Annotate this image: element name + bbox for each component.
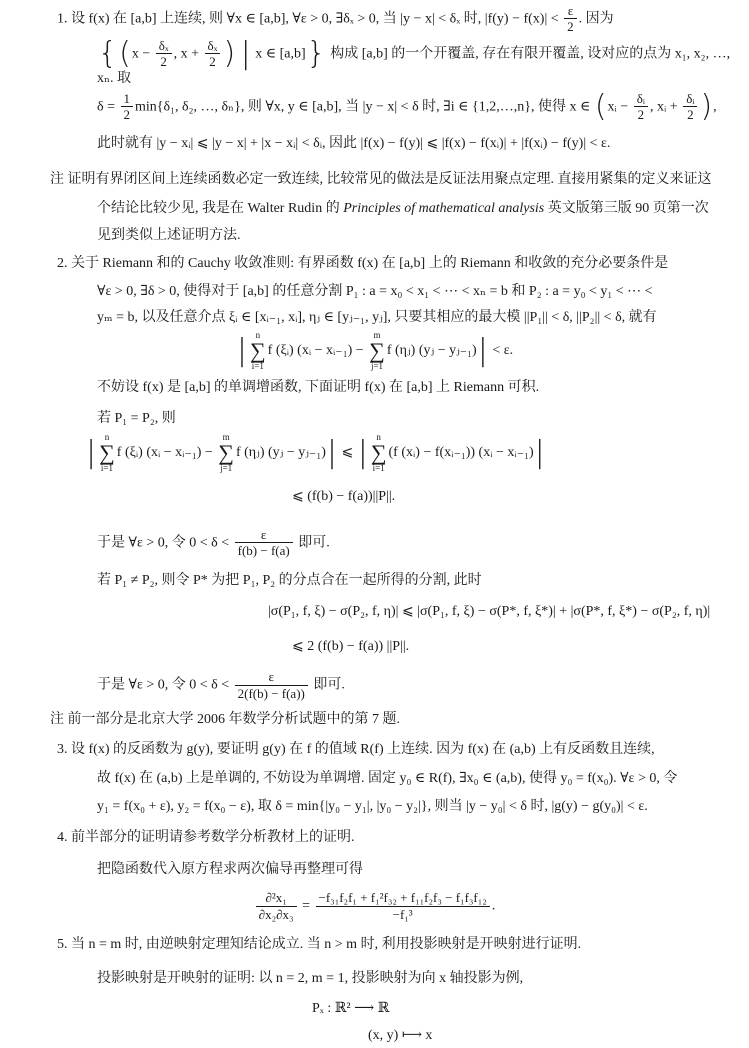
numerator: −f₃₁f₂f₁ + f₁²f₃₂ + f₁₁f₂f₃ − f₁f₃f₁₂ bbox=[316, 890, 490, 907]
large-delimiter: | bbox=[86, 435, 97, 471]
text-line bbox=[0, 886, 749, 926]
line-content bbox=[97, 861, 737, 879]
fraction bbox=[156, 38, 172, 70]
line-content bbox=[97, 410, 737, 428]
large-delimiter: | bbox=[534, 435, 545, 471]
large-delimiter: ( bbox=[594, 88, 607, 124]
denominator: 2 bbox=[687, 107, 694, 123]
text-segment: 英文版第三版 90 页第一次 bbox=[544, 201, 709, 217]
text-segment: 2. 关于 Riemann 和的 Cauchy 收敛准则: 有界函数 f(x) 在 [a,b] 上的 Riemann 和收敛的充分必要条件是 bbox=[57, 256, 669, 272]
text-line bbox=[0, 995, 749, 1024]
line-content bbox=[292, 488, 737, 506]
text-segment: δ = bbox=[97, 98, 119, 114]
line-content bbox=[97, 379, 737, 397]
line-content bbox=[97, 309, 737, 327]
sigma-symbol: ∑ bbox=[218, 440, 234, 466]
text-segment: f (ηⱼ) (yⱼ − yⱼ₋₁) bbox=[235, 445, 326, 461]
fraction bbox=[121, 91, 134, 123]
text-segment: y₁ = f(x₀ + ε), y₂ = f(x₀ − ε), 取 δ = min{|y₀ − y₁|, |y₀ − y₂|}, 则当 |y − y₀| < δ 时, |g(y) − g(y₀)| < ε. bbox=[97, 799, 648, 815]
fraction bbox=[683, 91, 697, 123]
text-segment: 个结论比较少见, 我是在 Walter Rudin 的 bbox=[97, 201, 344, 217]
text-segment: x ∈ [a,b] bbox=[251, 45, 306, 61]
book-title: Principles of mathematical analysis bbox=[343, 201, 545, 217]
line-content bbox=[368, 1027, 737, 1045]
text-line bbox=[0, 822, 749, 854]
text-segment: ⩽ (f(b) − f(a))||P||. bbox=[292, 489, 396, 505]
line-content bbox=[97, 200, 737, 218]
numerator: 1 bbox=[121, 91, 134, 108]
sum-upper-limit: n bbox=[104, 432, 110, 443]
text-segment: , xᵢ + bbox=[650, 98, 682, 114]
sum-lower-limit: i=1 bbox=[100, 463, 113, 474]
text-line bbox=[0, 666, 749, 705]
text-segment: Pₓ : ℝ² ⟶ ℝ bbox=[312, 1001, 390, 1017]
summation bbox=[371, 433, 387, 473]
text-line bbox=[0, 628, 749, 666]
text-segment: |σ(P₁, f, ξ) − σ(P₂, f, η)| ⩽ |σ(P₁, f, ξ) − σ(P*, f, ξ*)| + |σ(P*, f, ξ*) − σ(P₂, f, η)| bbox=[268, 604, 711, 620]
numerator: ε bbox=[564, 3, 577, 20]
sum-lower-limit: i=1 bbox=[251, 361, 264, 372]
text-segment: , x + bbox=[173, 45, 203, 61]
text-segment: 即可. bbox=[294, 535, 330, 551]
text-segment: 构成 [a,b] 的一个开覆盖, 存在有限开覆盖, 设对应的点为 x₁, x₂, …, xₙ. 取 bbox=[97, 45, 731, 86]
line-content bbox=[97, 798, 737, 816]
text-segment: xᵢ − bbox=[607, 98, 632, 114]
text-segment: ∀ε > 0, ∃δ > 0, 使得对于 [a,b] 的任意分割 P₁ : a = x₀ < x₁ < ⋯ < xₙ = b 和 P₂ : a = y₀ < y₁ < ⋯ < bbox=[97, 284, 653, 300]
text-line bbox=[0, 854, 749, 887]
text-segment: < ε. bbox=[488, 343, 514, 359]
fraction bbox=[205, 38, 221, 70]
line-content bbox=[12, 890, 737, 922]
text-line bbox=[0, 473, 749, 521]
numerator: ε bbox=[235, 527, 293, 544]
fraction bbox=[256, 890, 297, 922]
text-line bbox=[0, 196, 749, 222]
text-segment: 4. 前半部分的证明请参考数学分析教材上的证明. bbox=[57, 830, 355, 846]
large-delimiter: | bbox=[357, 435, 368, 471]
text-segment: x − bbox=[131, 45, 154, 61]
numerator: δₓ bbox=[205, 38, 221, 55]
large-delimiter: | bbox=[477, 333, 488, 369]
denominator: f(b) − f(a) bbox=[237, 543, 290, 559]
text-line bbox=[0, 279, 749, 306]
numerator: δᵢ bbox=[634, 91, 648, 108]
text-segment: f (ξᵢ) (xᵢ − xᵢ₋₁) − bbox=[267, 343, 368, 359]
text-segment: min{δ₁, δ₂, …, δₙ}, 则 ∀x, y ∈ [a,b], 当 |y − x| < δ 时, ∃i ∈ {1,2,…,n}, 使得 x ∈ bbox=[135, 98, 594, 114]
text-segment: ⩽ 2 (f(b) − f(a)) ||P||. bbox=[292, 639, 410, 655]
line-content bbox=[57, 829, 737, 847]
text-segment: . bbox=[491, 898, 496, 914]
sigma-symbol: ∑ bbox=[369, 338, 385, 364]
text-line bbox=[0, 926, 749, 964]
line-content bbox=[97, 283, 737, 301]
large-delimiter: ) bbox=[223, 35, 236, 71]
sum-upper-limit: m bbox=[373, 330, 381, 341]
text-line bbox=[0, 1023, 749, 1048]
denominator: −f₁³ bbox=[392, 906, 413, 922]
large-delimiter: { bbox=[98, 35, 118, 71]
text-segment: 若 P₁ ≠ P₂, 则令 P* 为把 P₁, P₂ 的分点合在一起所得的分割, 此时 bbox=[97, 572, 482, 588]
summation bbox=[369, 331, 385, 371]
sum-lower-limit: j=1 bbox=[370, 361, 384, 372]
numerator: ∂²x₁ bbox=[256, 890, 297, 907]
line-content bbox=[97, 227, 737, 245]
text-line bbox=[0, 331, 749, 371]
line-content bbox=[57, 741, 737, 759]
numerator: δₓ bbox=[156, 38, 172, 55]
line-content bbox=[268, 603, 737, 621]
line-content bbox=[57, 255, 737, 273]
large-delimiter: } bbox=[306, 35, 326, 71]
text-line bbox=[0, 565, 749, 597]
line-content bbox=[292, 638, 737, 656]
text-segment: = bbox=[298, 898, 314, 914]
large-delimiter: | bbox=[236, 333, 247, 369]
fraction bbox=[316, 890, 490, 922]
text-line bbox=[0, 371, 749, 404]
text-line bbox=[0, 521, 749, 565]
text-segment: f (ηⱼ) (yⱼ − yⱼ₋₁) bbox=[386, 343, 477, 359]
summation bbox=[218, 433, 234, 473]
line-content bbox=[97, 770, 737, 788]
line-content bbox=[97, 970, 737, 988]
text-segment: ⩽ bbox=[337, 445, 357, 461]
text-segment: 即可. bbox=[309, 677, 345, 693]
line-content bbox=[97, 88, 737, 124]
fraction bbox=[235, 527, 293, 559]
text-line bbox=[0, 404, 749, 433]
text-segment: 注 前一部分是北京大学 2006 年数学分析试题中的第 7 题. bbox=[50, 712, 400, 728]
text-segment: 1. 设 f(x) 在 [a,b] 上连续, 则 ∀x ∈ [a,b], ∀ε > 0, ∃δₓ > 0, 当 |y − x| < δₓ 时, |f(y) − f(x)| < bbox=[57, 10, 563, 26]
fraction bbox=[235, 669, 308, 701]
summation bbox=[250, 331, 266, 371]
denominator: 2 bbox=[567, 19, 574, 35]
denominator: 2 bbox=[209, 54, 216, 70]
large-delimiter: ( bbox=[119, 35, 131, 71]
sigma-symbol: ∑ bbox=[99, 440, 115, 466]
line-content bbox=[85, 433, 737, 473]
text-segment: (f (xᵢ) − f(xᵢ₋₁)) (xᵢ − xᵢ₋₁) bbox=[388, 445, 534, 461]
large-delimiter: | bbox=[326, 435, 337, 471]
text-segment: (x, y) ⟼ x bbox=[368, 1027, 433, 1043]
sum-upper-limit: n bbox=[376, 432, 381, 443]
text-segment: 把隐函数代入原方程求两次偏导再整理可得 bbox=[97, 862, 363, 878]
text-line bbox=[0, 596, 749, 628]
line-content bbox=[57, 936, 737, 954]
sigma-symbol: ∑ bbox=[249, 338, 266, 364]
text-segment: . 因为 bbox=[578, 10, 614, 26]
text-line bbox=[0, 35, 749, 88]
denominator: ∂x₂∂x₃ bbox=[258, 906, 294, 922]
text-line bbox=[0, 0, 749, 38]
text-segment bbox=[236, 46, 240, 61]
line-content bbox=[312, 1000, 737, 1018]
text-line bbox=[0, 88, 749, 126]
sum-upper-limit: m bbox=[222, 432, 230, 443]
summation bbox=[99, 433, 115, 473]
large-delimiter: | bbox=[240, 35, 251, 71]
line-content bbox=[50, 711, 737, 729]
text-line bbox=[0, 964, 749, 995]
denominator: 2 bbox=[160, 54, 167, 70]
text-segment: 投影映射是开映射的证明: 以 n = 2, m = 1, 投影映射为向 x 轴投影为例, bbox=[97, 971, 524, 987]
text-segment: 3. 设 f(x) 的反函数为 g(y), 要证明 g(y) 在 f 的值域 R(f) 上连续. 因为 f(x) 在 (a,b) 上有反函数且连续, bbox=[57, 742, 655, 758]
text-segment: yₘ = b, 以及任意介点 ξᵢ ∈ [xᵢ₋₁, xᵢ], ηⱼ ∈ [yⱼ₋₁, yⱼ], 只要其相应的最大模 ||P₁|| < δ, ||P₂|| < δ, 就有 bbox=[97, 310, 657, 326]
denominator: 2 bbox=[637, 107, 645, 123]
text-segment: 故 f(x) 在 (a,b) 上是单调的, 不妨设为单调增. 固定 y₀ ∈ R(f), ∃x₀ ∈ (a,b), 使得 y₀ = f(x₀). ∀ε > 0, 令 bbox=[97, 770, 678, 786]
text-segment: 不妨设 f(x) 是 [a,b] 的单调增函数, 下面证明 f(x) 在 [a,b] 上 Riemann 可积. bbox=[97, 379, 540, 395]
text-segment: 5. 当 n = m 时, 由逆映射定理知结论成立. 当 n > m 时, 利用投影映射是开映射进行证明. bbox=[57, 937, 582, 953]
denominator: 2(f(b) − f(a)) bbox=[237, 685, 305, 701]
text-line bbox=[0, 163, 749, 197]
text-segment: 于是 ∀ε > 0, 令 0 < δ < bbox=[97, 677, 233, 693]
large-delimiter: ) bbox=[700, 88, 713, 124]
text-line bbox=[0, 433, 749, 473]
sum-lower-limit: j=1 bbox=[220, 463, 233, 474]
line-content bbox=[97, 527, 737, 559]
text-segment: 此时就有 |y − xᵢ| ⩽ |y − x| + |x − xᵢ| < δᵢ, 因此 |f(x) − f(y)| ⩽ |f(x) − f(xᵢ)| + |f(xᵢ) − f(y)| < ε. bbox=[97, 136, 611, 152]
sigma-symbol: ∑ bbox=[370, 440, 387, 466]
sum-upper-limit: n bbox=[255, 330, 261, 341]
numerator: ε bbox=[235, 669, 308, 686]
text-line bbox=[0, 250, 749, 279]
text-segment: , bbox=[713, 98, 717, 114]
text-line bbox=[0, 222, 749, 250]
text-segment: f (ξᵢ) (xᵢ − xᵢ₋₁) − bbox=[116, 445, 217, 461]
text-segment: 于是 ∀ε > 0, 令 0 < δ < bbox=[97, 535, 233, 551]
text-line bbox=[0, 792, 749, 822]
text-segment: 见到类似上述证明方法. bbox=[97, 228, 241, 244]
line-content bbox=[97, 135, 737, 153]
line-content bbox=[97, 35, 737, 88]
text-line bbox=[0, 125, 749, 163]
line-content bbox=[97, 669, 737, 701]
text-line bbox=[0, 765, 749, 793]
text-segment: 注 证明有界闭区间上连续函数必定一致连续, 比较常见的做法是反证法用聚点定理. 直接用紧集的定义来证这 bbox=[50, 171, 712, 187]
text-line bbox=[0, 305, 749, 331]
fraction bbox=[634, 91, 648, 123]
line-content bbox=[12, 331, 737, 371]
line-content bbox=[57, 3, 737, 35]
text-segment: 若 P₁ = P₂, 则 bbox=[97, 410, 176, 426]
line-content bbox=[97, 572, 737, 590]
denominator: 2 bbox=[123, 107, 130, 123]
text-line bbox=[0, 736, 749, 765]
sum-lower-limit: i=1 bbox=[372, 463, 385, 474]
text-line bbox=[0, 705, 749, 736]
line-content bbox=[50, 171, 737, 189]
numerator: δᵢ bbox=[683, 91, 697, 108]
fraction bbox=[564, 3, 577, 35]
